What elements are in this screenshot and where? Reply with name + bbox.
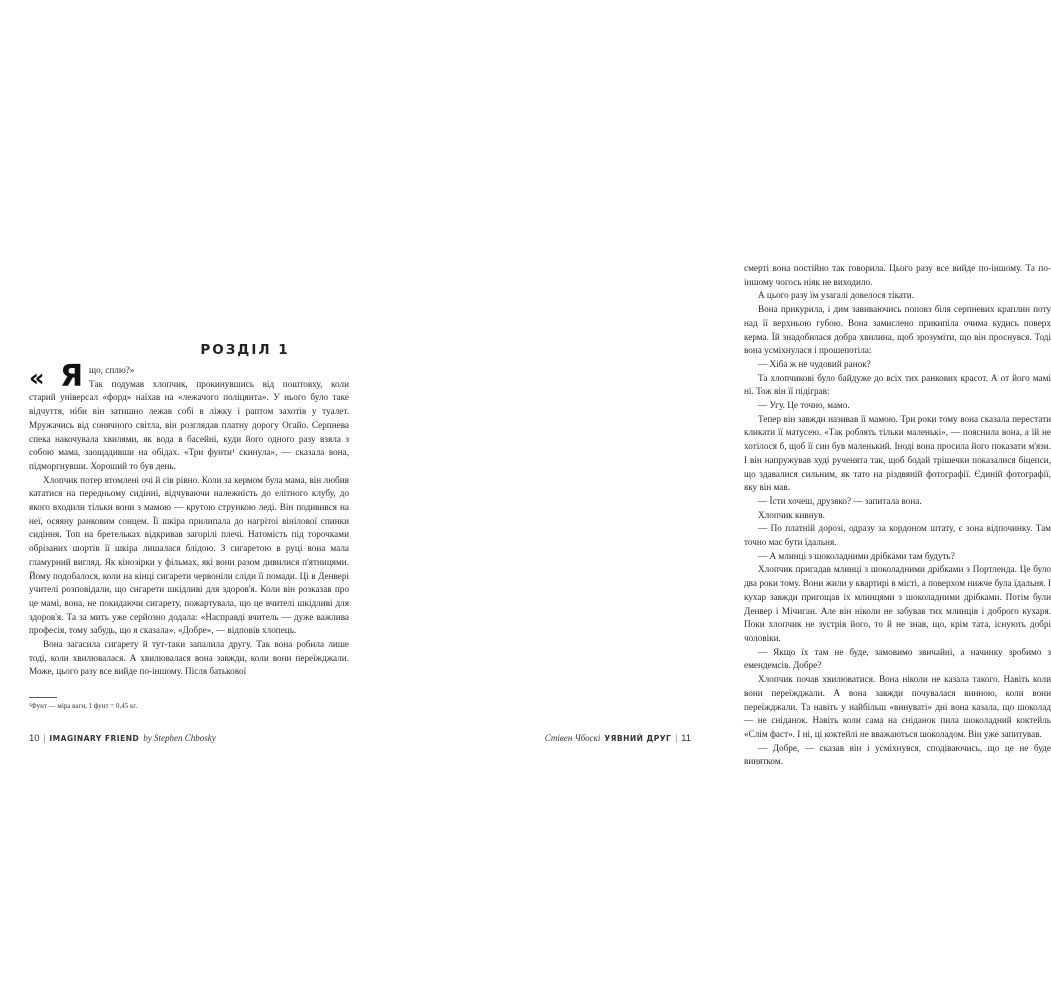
left-page-footer bbox=[29, 733, 216, 744]
right-page-text bbox=[744, 262, 1051, 769]
paragraph: — Хіба ж не чудовий ранок? bbox=[758, 358, 871, 369]
book-title-logo: IMAGINARY FRIEND bbox=[49, 734, 140, 743]
folio-separator: | bbox=[43, 733, 46, 743]
paragraph: Хлопчик потер втомлені очі й сів рівно. Коли за кермом була мама, він любив кататися на передньому сидінні, відчуваючи належність до елітного клубу, до якого входили тільки вони з мамою — крутою стрункою леді. Він подивився на неї, осяяну ранковим сонцем. Її шкіра прилипала до нагрітої вінілової спинки сидіння. Топ на бретельках відкривав загорілі плечі. Натомість під торочками обрізаних шортів її шкіра лишалася блідою. З сигаретою в руці вона мала гламурний вигляд. Як кінозірки у фільмах, які вони разом дивилися п'ятницями. Йому подобалося, коли на кінці сигарети червоніли сліди її помади. Ці в Денвері учителі розповідали, що сигарети шкідливі для здоров'я. Коли він розказав про це мамі, вона, не покидаючи сигарету, пожартувала, що це вчителі шкідливі для здоров'я. Та за мить уже серйозно додала: «Насправді вчитель — дуже важлива професія, тому забудь, що я сказала». «Добре», — відповів хлопець. bbox=[29, 474, 349, 636]
paragraph: Тепер він завжди називав її мамою. Три роки тому вона сказала перестати кликати її матусею. «Так роблять тільки маленькі», — пояснила вона, а їй не хотілося б, щоб її син був маленький. Іноді вона просила його показати м'язи. І він напружував худі рученята так, щоб бодай трішечки показалися біцепси, що здавалися сильним, як тато на різдвяній фотографії. Єдиній фотографії, яку він мав. bbox=[744, 413, 1051, 493]
folio-separator: | bbox=[675, 733, 678, 743]
paragraph: — Добре, — сказав він і усміхнувся, сподіваючись, що це не буде винятком. bbox=[744, 742, 1051, 767]
author-name: Стівен Чбоскі bbox=[544, 733, 601, 743]
dropcap-line-1: що, сплю?» bbox=[89, 365, 135, 375]
right-page-footer bbox=[545, 733, 691, 744]
book-title-logo: УЯВНИЙ ДРУГ bbox=[604, 734, 672, 743]
footnote: ¹Фунт — міра ваги, 1 фунт = 0,45 кг. bbox=[29, 702, 138, 710]
left-page-text bbox=[29, 359, 349, 679]
paragraph: смерті вона постійно так говорила. Цього разу все вийде по-іншому. Та по-іншому чогось ніяк не виходило. bbox=[744, 263, 1051, 287]
page-number: 10 bbox=[29, 733, 40, 744]
paragraph: Вона загасила сигарету й тут-таки запалила другу. Так вона робила лише тоді, коли хвилювалася. А хвилювалася вона завжди, коли вони переїжджали. Може, цього разу все вийде по-іншому. Після батькової bbox=[29, 639, 349, 677]
paragraph: Та хлопчикові було байдуже до всіх тих ранкових красот. А от його мамі ні. Тож він її підіграв: bbox=[744, 372, 1051, 397]
opening-quote-mark: « bbox=[29, 364, 45, 392]
paragraph: старий універсал «форд» наїхав на «лежачого поліцянта». У нього було таке відчуття, ніби він затишно лежав собі в ліжку і раптом захотів у туалет. Мружачись від сонячного світла, він розглядав платну дорогу Огайо. Серпнева спека накочувала хвилями, як вода в басейні, куди його одного разу взяла з собою мама, заощадивши на обідах. «Три фунти¹ скинула», — сказала вона, підморгнувши. Хороший то був день. bbox=[29, 392, 349, 471]
left-page bbox=[0, 0, 360, 1000]
byline: by Stephen Chbosky bbox=[143, 733, 216, 743]
footnote-divider bbox=[29, 697, 57, 698]
paragraph: — Угу. Це точно, мамо. bbox=[758, 400, 850, 411]
paragraph: — Якщо їх там не буде, замовимо звичайні, а начинку зробимо з емендемсів. Добре? bbox=[744, 646, 1051, 671]
chapter-title: РОЗДІЛ 1 bbox=[200, 342, 290, 358]
paragraph: Хлопчик пригадав млинці з шоколадними дрібками з Портленда. Це було два роки тому. Вони жили у квартирі в місті, а поверхом нижче була їдальня. І кухар завжди пригощав їх млинцями з шоколадними дрібками. Потім були Денвер і Мічиган. Але він ніколи не забував тих млинців і доброго кухаря. Поки хлопчик не зустрів його, то й не знав, що, крім тата, існують добрі чоловіки. bbox=[744, 564, 1051, 643]
dropcap-line-2: Так подумав хлопчик, прокинувшись від поштовху, коли bbox=[89, 378, 349, 389]
paragraph: Вона прикурила, і дим завиваючись поповз біля серпневих краплин поту над її верхньою губою. Вона замислено прикипіла очима кудись поверх керма. Їй знадобилася добра хвилина, щоб зрозуміти, що він проснувся. Тоді вона усміхнулася і прошепотіла: bbox=[744, 304, 1051, 356]
paragraph: Хлопчик почав хвилюватися. Вона ніколи не казала такого. Навіть коли вони переїжджали. А вона завжди почувалася винною, коли вони переїжджали. Та навіть у найбільш «винуваті» дні вона казала, що шоколад — не сніданок. Навіть коли сама на сніданок пила шоколадний коктейль «Слім фаст». І ні, ці коктейлі не вважаються шоколадом. Він уже запитував. bbox=[744, 674, 1051, 739]
page-number: 11 bbox=[681, 733, 691, 744]
paragraph: Хлопчик кивнув. bbox=[758, 509, 825, 520]
paragraph: — А млинці з шоколадними дрібками там будуть? bbox=[758, 550, 955, 561]
right-page bbox=[360, 0, 1051, 1000]
drop-cap-letter: Я bbox=[60, 359, 84, 394]
paragraph: — Їсти хочеш, друзяко? — запитала вона. bbox=[758, 495, 922, 506]
paragraph: — По платній дорозі, одразу за кордоном штату, є зона відпочинку. Там точно має бути їдальня. bbox=[744, 523, 1051, 548]
paragraph: А цього разу їм узагалі довелося тікати. bbox=[758, 290, 914, 301]
dropcap-row bbox=[29, 359, 349, 394]
